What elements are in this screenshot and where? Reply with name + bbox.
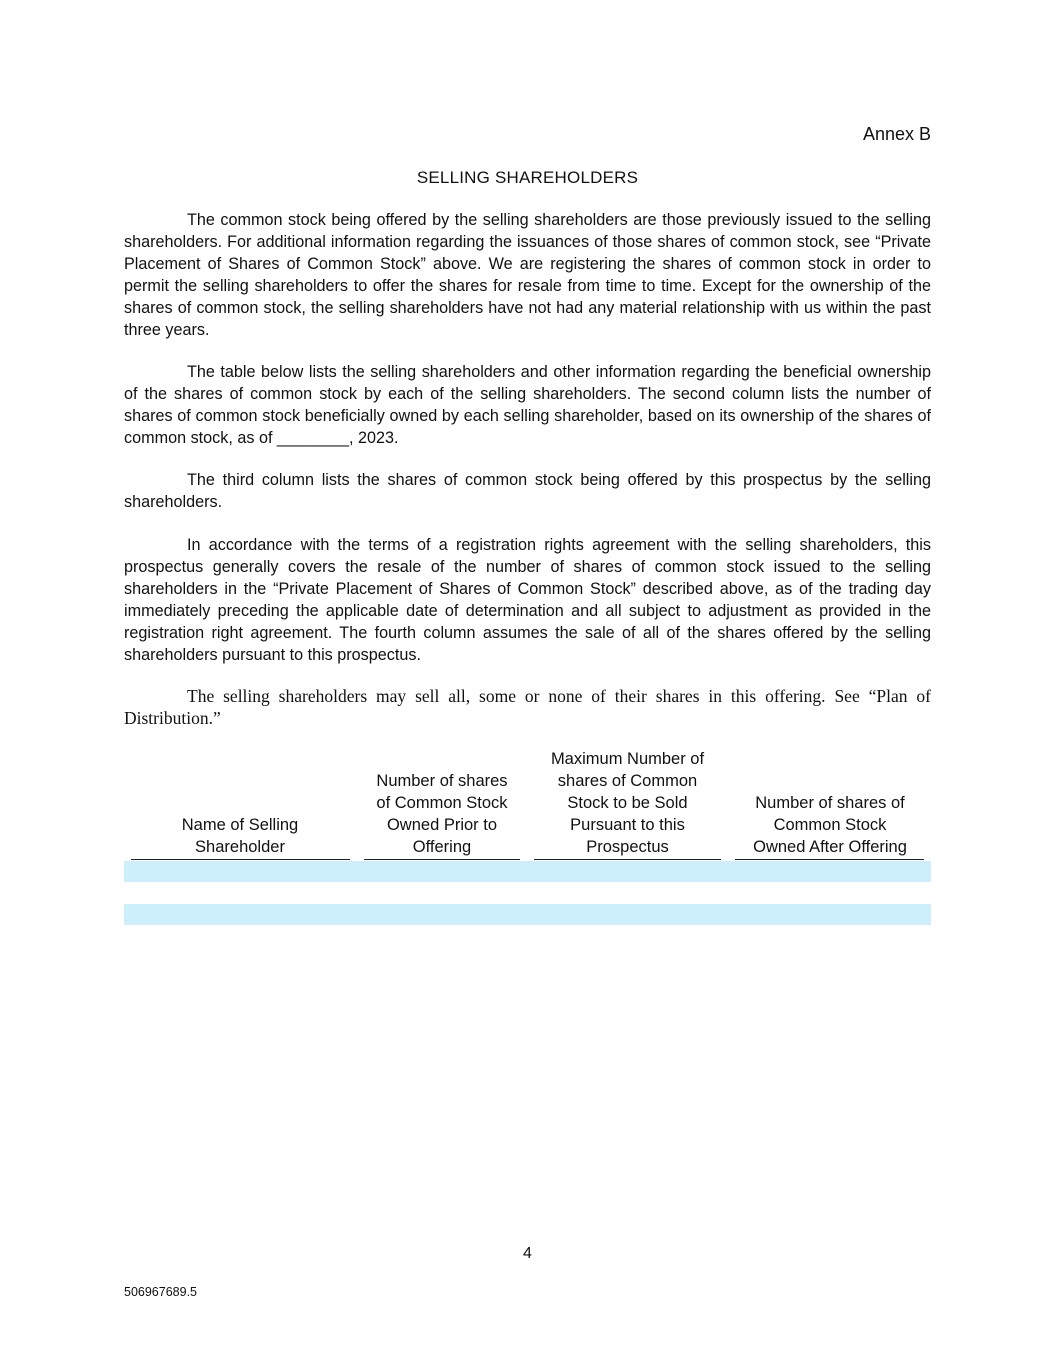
column-header-name: Name of Selling Shareholder: [181, 816, 299, 856]
column-header-owned-prior: Number of shares of Common Stock Owned Prior to Offering: [376, 772, 508, 856]
table-row: [124, 904, 931, 925]
paragraph-text: In accordance with the terms of a registration rights agreement with the selling shareholders, this prospectus generally covers the resale of the number of shares of common stock issued to the selling shareholders in the “Private Placement of Shares of Common Stock” described above, as of the trading day immediately preceding the applicable date of determination and all subject to adjustment as provided in the registration right agreement. The fourth column assumes the sale of all of the shares offered by the selling shareholders pursuant to this prospectus.: [124, 536, 931, 664]
column-header-max-sold: Maximum Number of shares of Common Stock to be Sold Pursuant to this Prospectus: [550, 750, 705, 856]
paragraph-third-column: [124, 469, 931, 513]
header-rule: [735, 859, 924, 860]
header-rule: [364, 859, 520, 860]
document-id: 506967689.5: [124, 1285, 197, 1299]
annex-label: Annex B: [862, 124, 931, 144]
paragraph-table-description: [124, 361, 931, 449]
table-row: [124, 861, 931, 882]
paragraph-registration-rights: [124, 534, 931, 666]
paragraph-plan-of-distribution: [124, 685, 931, 729]
column-header-owned-after: Number of shares of Common Stock Owned After Offering: [753, 794, 907, 856]
page-number: 4: [523, 1245, 532, 1262]
section-title: SELLING SHAREHOLDERS: [416, 168, 639, 187]
header-rule: [534, 859, 721, 860]
header-rule: [131, 859, 350, 860]
paragraph-intro: [124, 209, 931, 341]
paragraph-text: The third column lists the shares of common stock being offered by this prospectus by the selling shareholders.: [124, 471, 931, 511]
paragraph-text: The common stock being offered by the selling shareholders are those previously issued to the selling shareholders. For additional information regarding the issuances of those shares of common stock, see “Private Placement of Shares of Common Stock” above. We are registering the shares of common stock in order to permit the selling shareholders to offer the shares for resale from time to time. Except for the ownership of the shares of common stock, the selling shareholders have not had any material relationship with us within the past three years.: [124, 211, 931, 339]
paragraph-text: The table below lists the selling shareholders and other information regarding the beneficial ownership of the shares of common stock by each of the selling shareholders. The second column lists the number of shares of common stock beneficially owned by each selling shareholder, based on its ownership of the shares of common stock, as of ________, 2023.: [124, 363, 931, 447]
paragraph-text: The selling shareholders may sell all, some or none of their shares in this offering. See “Plan of Distribution.”: [124, 686, 931, 728]
